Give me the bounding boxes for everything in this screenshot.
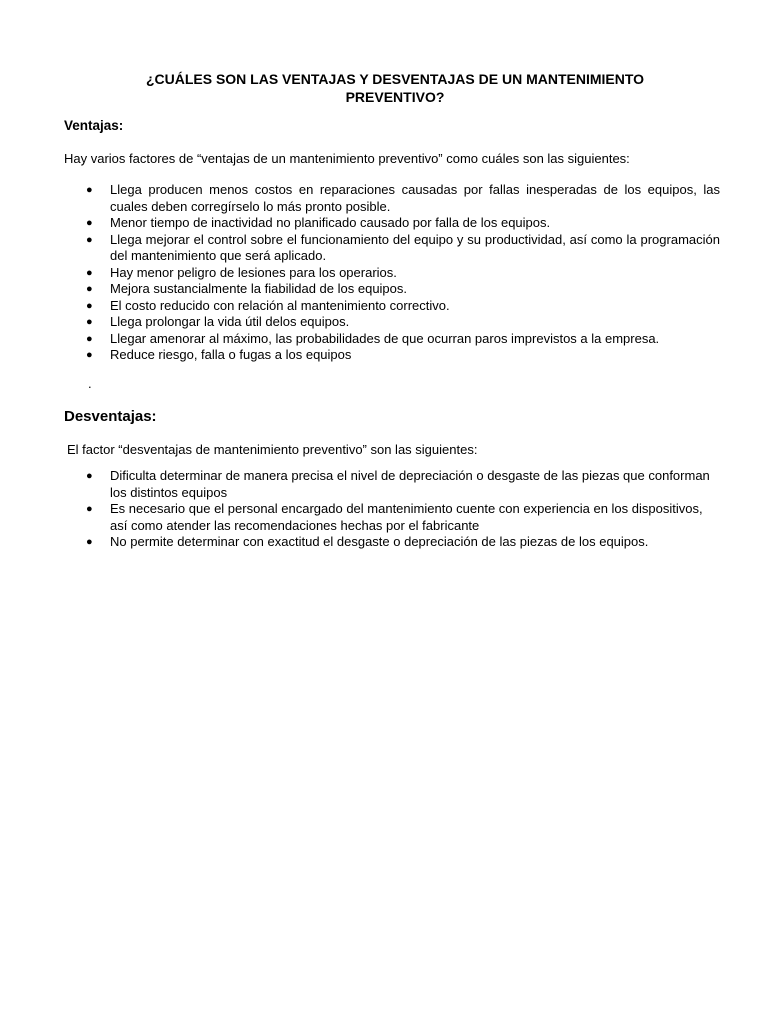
list-item: ● Es necesario que el personal encargado del mantenimiento cuente con experiencia en los dispositivos, así como atender las recomendaciones hechas por el fabricante <box>86 501 703 533</box>
desventajas-intro: El factor “desventajas de mantenimiento preventivo” son las siguientes: <box>67 442 478 457</box>
desventajas-heading: Desventajas: <box>64 408 157 425</box>
ventajas-intro: Hay varios factores de “ventajas de un mantenimiento preventivo” como cuáles son las siguientes: <box>64 151 630 166</box>
list-item: ● Llega producen menos costos en reparaciones causadas por fallas inesperadas de los equipos, las cuales deben corregírselo lo más pronto posible. <box>86 182 720 214</box>
ventajas-list <box>0 182 720 364</box>
bullet-icon: ● <box>86 332 93 345</box>
list-item: ● Mejora sustancialmente la fiabilidad de los equipos. <box>86 281 408 296</box>
list-item: ● Menor tiempo de inactividad no planificado causado por falla de los equipos. <box>86 215 551 230</box>
bullet-icon: ● <box>86 349 93 361</box>
list-item: ● Llega prolongar la vida útil delos equipos. <box>86 314 350 329</box>
ventajas-heading: Ventajas: <box>64 118 124 133</box>
desventajas-list <box>0 468 720 551</box>
bullet-icon: ● <box>86 536 93 548</box>
bullet-icon: ● <box>86 266 93 279</box>
bullet-icon: ● <box>86 184 93 196</box>
bullet-icon: ● <box>86 283 93 295</box>
bullet-icon: ● <box>86 233 93 246</box>
list-item: ● No permite determinar con exactitud el desgaste o depreciación de las piezas de los equipos. <box>86 534 649 549</box>
bullet-icon: ● <box>86 316 93 328</box>
trailing-dot: . <box>88 376 92 391</box>
bullet-icon: ● <box>86 503 93 515</box>
bullet-icon: ● <box>86 299 93 312</box>
list-item: ● Llega mejorar el control sobre el funcionamiento del equipo y su productividad, así como la programación del mantenimiento que será aplicado. <box>86 231 720 263</box>
list-item: ● Hay menor peligro de lesiones para los operarios. <box>86 264 397 280</box>
list-item: ● El costo reducido con relación al mantenimiento correctivo. <box>86 297 450 313</box>
list-item: ● Llegar amenorar al máximo, las probabilidades de que ocurran paros imprevistos a la empresa. <box>86 330 660 346</box>
bullet-icon: ● <box>86 470 93 482</box>
document-title: ¿CUÁLES SON LAS VENTAJAS Y DESVENTAJAS DE UN MANTENIMIENTO PREVENTIVO? <box>145 71 645 105</box>
list-item: ● Dificulta determinar de manera precisa el nivel de depreciación o desgaste de las piezas que conforman los distintos equipos <box>86 468 710 500</box>
list-item: ● Reduce riesgo, falla o fugas a los equipos <box>86 347 352 362</box>
bullet-icon: ● <box>86 217 93 229</box>
